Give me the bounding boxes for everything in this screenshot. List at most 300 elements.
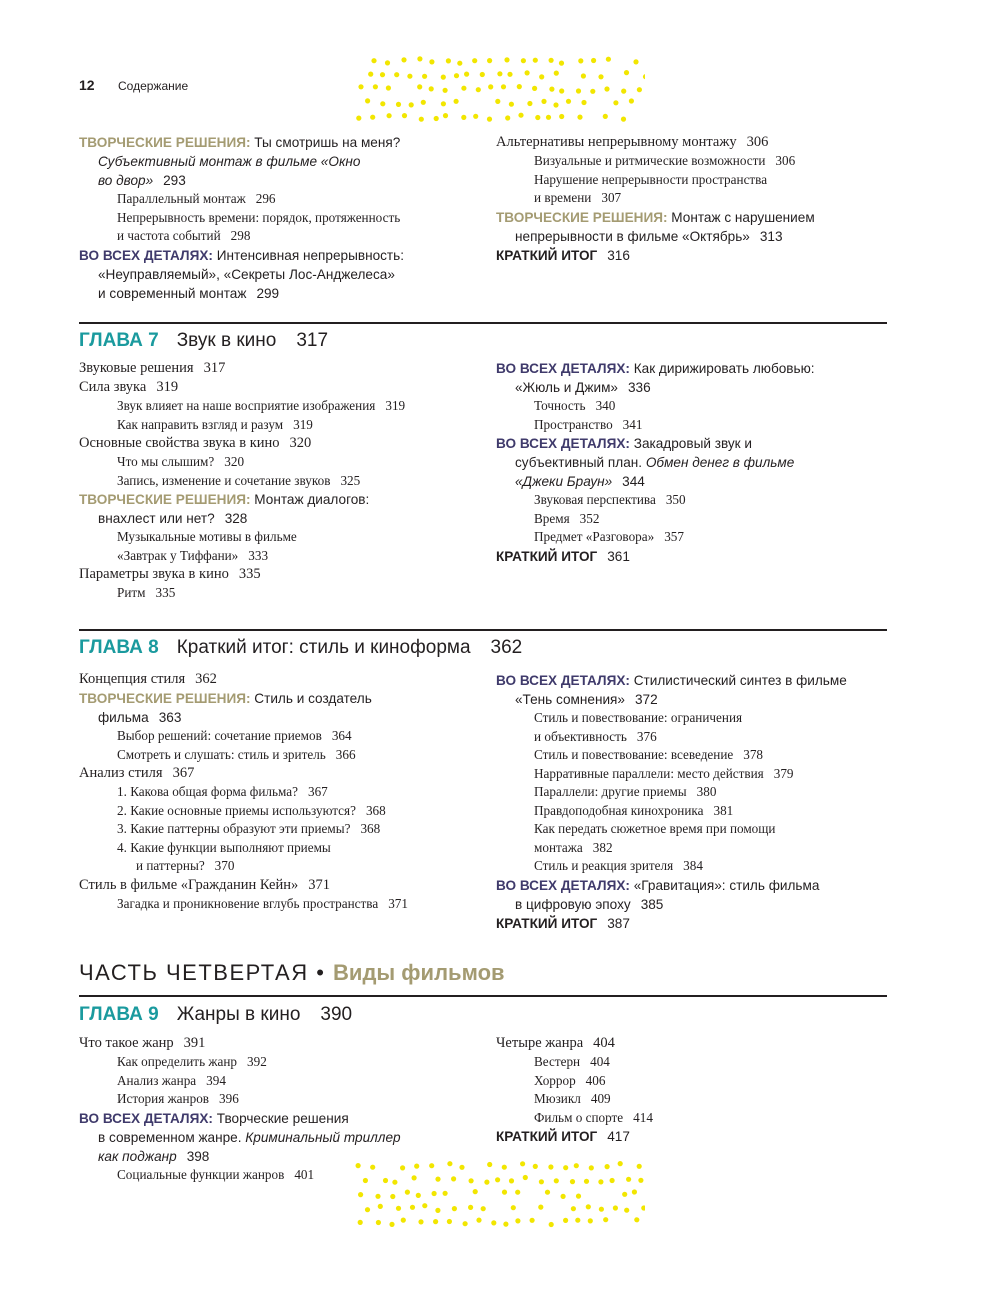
toc-feature-entry[interactable] xyxy=(79,133,479,190)
entry-text: Правдоподобная кинохроника xyxy=(534,802,704,818)
entry-text: Стиль и повествование: ограничения xyxy=(534,710,743,725)
decor-dot xyxy=(549,87,554,92)
toc-subentry[interactable] xyxy=(496,1109,896,1128)
decor-dot xyxy=(517,84,522,89)
page-ref: 417 xyxy=(607,1129,630,1144)
toc-feature-entry[interactable] xyxy=(496,208,896,246)
entry-text: Социальные функции жанров xyxy=(117,1166,285,1182)
decor-dot xyxy=(370,115,375,120)
toc-entry[interactable] xyxy=(79,434,479,453)
entry-text: Параллели: другие приемы xyxy=(534,784,687,799)
decor-dot xyxy=(507,72,512,77)
decor-dot xyxy=(618,1161,623,1166)
page-ref: 307 xyxy=(601,190,622,205)
toc-subentry[interactable] xyxy=(79,416,479,435)
chapter-label: ГЛАВА 9 xyxy=(79,1004,159,1025)
decor-dot xyxy=(402,113,407,118)
toc-feature-entry[interactable] xyxy=(496,434,896,491)
toc-subentry[interactable] xyxy=(79,783,479,802)
top-right-column xyxy=(496,133,896,265)
toc-subentry[interactable] xyxy=(496,510,896,529)
entry-text: Творческие решения xyxy=(216,1110,349,1126)
decor-dot xyxy=(548,1164,553,1169)
decor-dot xyxy=(410,1205,415,1210)
entry-text: Выбор решений: сочетание приемов xyxy=(117,728,322,743)
page-ref: 371 xyxy=(308,876,330,893)
decor-dot xyxy=(577,115,582,120)
decor-dot xyxy=(476,87,481,92)
entry-text: Субъективный монтаж в фильме «Окно xyxy=(98,154,361,169)
toc-subentry[interactable] xyxy=(496,746,896,765)
decor-dot xyxy=(563,1165,568,1170)
decor-dot xyxy=(590,89,595,94)
tr-label: ТВОРЧЕСКИЕ РЕШЕНИЯ: xyxy=(79,135,251,150)
entry-text: Звук влияет на наше восприятие изображения xyxy=(117,398,376,413)
decor-dot xyxy=(443,113,448,118)
decor-dot xyxy=(463,1221,468,1226)
toc-entry[interactable] xyxy=(79,378,479,397)
decor-dot xyxy=(487,1162,492,1167)
entry-text: как поджанр xyxy=(98,1148,177,1164)
decor-dot xyxy=(509,1178,514,1183)
toc-subentry[interactable] xyxy=(496,783,896,802)
page-ref: 404 xyxy=(590,1054,610,1069)
entry-text: Ритм xyxy=(117,585,146,600)
entry-text: и объективность xyxy=(534,728,627,744)
decor-dot xyxy=(624,1208,629,1213)
decor-dot xyxy=(509,102,514,107)
decor-dot xyxy=(533,58,538,63)
decor-dot xyxy=(535,115,540,120)
page-ref: 392 xyxy=(247,1054,267,1069)
decor-dot xyxy=(629,98,634,103)
page-ref: 401 xyxy=(294,1166,315,1182)
decor-dot xyxy=(539,74,544,79)
chapter-label: ГЛАВА 8 xyxy=(79,637,159,658)
toc-subentry[interactable] xyxy=(496,802,896,821)
page-ref: 317 xyxy=(203,360,226,376)
decor-dot xyxy=(464,72,469,77)
chapter-7-heading[interactable] xyxy=(79,330,328,352)
decor-dot xyxy=(503,1222,508,1227)
page-ref: 357 xyxy=(664,529,684,544)
entry-text: монтажа xyxy=(534,839,583,855)
decor-dot xyxy=(461,86,466,91)
entry-text: Хоррор xyxy=(534,1072,576,1088)
page-ref: 341 xyxy=(622,416,643,432)
entry-text: Стиль и создатель xyxy=(254,691,372,706)
toc-subentry[interactable] xyxy=(496,709,896,746)
toc-subentry[interactable] xyxy=(79,820,479,839)
decor-dot xyxy=(559,61,564,66)
toc-entry[interactable] xyxy=(79,565,479,584)
page-ref: 335 xyxy=(238,566,261,582)
entry-text: Альтернативы непрерывному монтажу xyxy=(496,134,737,150)
decor-dot xyxy=(626,1177,631,1182)
entry-text: Пространство xyxy=(534,416,613,432)
chapter-9-heading[interactable] xyxy=(79,1004,352,1026)
toc-subentry[interactable] xyxy=(496,820,896,857)
decor-dot xyxy=(634,1217,639,1222)
decor-dot xyxy=(421,100,426,105)
kt-label: КРАТКИЙ ИТОГ xyxy=(496,915,598,931)
entry-text: «Тень сомнения» xyxy=(515,692,625,707)
chapter-title: Краткий итог: стиль и киноформа xyxy=(176,637,471,658)
decor-dot xyxy=(511,1205,516,1210)
toc-subentry[interactable] xyxy=(79,453,479,472)
decor-dot xyxy=(484,1180,489,1185)
page-ref: 316 xyxy=(607,247,630,263)
entry-text: История жанров xyxy=(117,1091,210,1106)
decor-dot xyxy=(497,71,502,76)
decor-dot xyxy=(380,101,385,106)
entry-text: Нарративные параллели: место действия xyxy=(534,765,764,781)
entry-text: Как дирижировать любовью: xyxy=(633,361,815,376)
entry-text: Предмет «Разговора» xyxy=(534,529,655,544)
decor-dot xyxy=(396,1206,401,1211)
tr-label: ТВОРЧЕСКИЕ РЕШЕНИЯ: xyxy=(79,492,251,507)
page-ref: 362 xyxy=(490,637,523,658)
entry-text: внахлест или нет? xyxy=(98,511,215,526)
decor-dot xyxy=(549,58,554,63)
decor-dot xyxy=(574,1163,579,1168)
decor-dot xyxy=(518,113,523,118)
entry-text: Обмен денег в фильме xyxy=(645,455,795,470)
toc-subentry[interactable] xyxy=(496,1090,896,1109)
toc-subentry[interactable] xyxy=(496,416,896,435)
page-ref: 404 xyxy=(593,1035,615,1051)
tr-label: ТВОРЧЕСКИЕ РЕШЕНИЯ: xyxy=(496,209,668,225)
decor-dot xyxy=(502,1165,507,1170)
ch8-left-column xyxy=(79,670,479,913)
decor-dot xyxy=(495,1177,500,1182)
decor-dot xyxy=(504,57,509,62)
toc-subentry[interactable] xyxy=(79,802,479,821)
toc-subentry[interactable] xyxy=(79,584,479,603)
entry-text: «Неуправляемый», «Секреты Лос-Анджелеса» xyxy=(98,266,395,282)
decor-dot xyxy=(521,58,526,63)
entry-text: Визуальные и ритмические возможности xyxy=(534,153,766,168)
toc-entry[interactable] xyxy=(79,1034,479,1053)
page-ref: 319 xyxy=(156,379,179,395)
decor-dot xyxy=(586,1204,591,1209)
toc-entry[interactable] xyxy=(496,1034,896,1053)
decor-dot xyxy=(375,1194,380,1199)
toc-subentry[interactable] xyxy=(496,528,896,547)
entry-text: Стилистический синтез в фильме xyxy=(633,673,847,688)
decor-dot xyxy=(429,59,434,64)
decor-dot xyxy=(554,1178,559,1183)
toc-feature-entry[interactable] xyxy=(496,876,896,914)
decor-dot xyxy=(641,1205,645,1210)
toc-entry[interactable] xyxy=(79,876,479,895)
page-ref: 368 xyxy=(365,802,386,818)
decor-dot xyxy=(584,1179,589,1184)
toc-subentry[interactable] xyxy=(79,727,479,746)
entry-text: Четыре жанра xyxy=(496,1035,584,1051)
decor-dot xyxy=(387,113,392,118)
decor-dot xyxy=(576,88,581,93)
decor-dot xyxy=(561,1194,566,1199)
decor-dot xyxy=(378,1204,383,1209)
decor-dot xyxy=(371,58,376,63)
toc-subentry[interactable] xyxy=(496,1053,896,1072)
vd-label: ВО ВСЕХ ДЕТАЛЯХ: xyxy=(79,1110,213,1126)
ch9-right-column xyxy=(496,1034,896,1146)
decor-dot xyxy=(571,1206,576,1211)
ch7-right-column xyxy=(496,359,896,566)
entry-text: во двор» xyxy=(98,173,154,188)
page-ref: 368 xyxy=(360,821,381,836)
decor-dot xyxy=(606,57,611,62)
chapter-title: Звук в кино xyxy=(176,330,277,351)
page-ref: 372 xyxy=(634,692,658,707)
page-ref: 379 xyxy=(773,765,794,781)
decor-dot xyxy=(401,57,406,62)
decor-dot xyxy=(622,1192,627,1197)
toc-subentry[interactable] xyxy=(79,746,479,765)
part-4-heading[interactable] xyxy=(79,960,505,986)
decor-dot xyxy=(433,1219,438,1224)
decor-dot xyxy=(525,70,530,75)
toc-subentry[interactable] xyxy=(496,1072,896,1091)
toc-subentry[interactable] xyxy=(496,765,896,784)
decor-dot xyxy=(599,1207,604,1212)
decor-dot xyxy=(405,1190,410,1195)
page-ref: 409 xyxy=(590,1091,611,1106)
page-ref: 319 xyxy=(293,416,313,432)
toc-entry[interactable] xyxy=(79,764,479,783)
decor-dot xyxy=(591,58,596,63)
toc-summary-entry[interactable] xyxy=(496,246,896,265)
decor-dot xyxy=(419,117,424,122)
entry-text: Как определить жанр xyxy=(117,1054,237,1069)
decor-dot xyxy=(604,86,609,91)
page-ref: 370 xyxy=(214,858,235,873)
decor-dot xyxy=(394,72,399,77)
decor-dot xyxy=(570,1179,575,1184)
toc-subentry[interactable] xyxy=(496,152,896,171)
toc-entry[interactable] xyxy=(79,359,479,378)
decor-dot xyxy=(598,1179,603,1184)
decor-dot xyxy=(598,74,603,79)
kt-label: КРАТКИЙ ИТОГ xyxy=(496,548,598,564)
decor-dot xyxy=(488,84,493,89)
ch8-right-column xyxy=(496,671,896,933)
decor-dot xyxy=(443,1191,448,1196)
chapter-label: ГЛАВА 7 xyxy=(79,330,159,351)
decor-dot xyxy=(396,102,401,107)
page-ref: 335 xyxy=(155,585,176,600)
toc-subentry[interactable] xyxy=(496,857,896,876)
decor-dot xyxy=(643,74,645,79)
toc-subentry[interactable] xyxy=(79,1166,479,1185)
decor-dot xyxy=(539,1179,544,1184)
decor-dot xyxy=(356,116,361,121)
page-ref: 361 xyxy=(607,548,630,564)
entry-text: Ты смотришь на меня? xyxy=(254,135,401,150)
decor-dot xyxy=(472,58,477,63)
decor-dot xyxy=(487,117,492,122)
page-ref: 371 xyxy=(388,895,408,911)
page-ref: 320 xyxy=(289,435,312,451)
decor-dot xyxy=(418,1219,423,1224)
decor-dot xyxy=(416,1193,421,1198)
decor-dot xyxy=(422,1203,427,1208)
decor-dot xyxy=(553,102,558,107)
toc-subentry[interactable] xyxy=(79,397,479,416)
toc-feature-entry[interactable] xyxy=(79,246,479,303)
vd-label: ВО ВСЕХ ДЕТАЛЯХ: xyxy=(79,247,213,263)
decor-dot xyxy=(358,84,363,89)
toc-summary-entry[interactable] xyxy=(496,914,896,933)
decor-dot xyxy=(365,98,370,103)
entry-text: Параллельный монтаж xyxy=(117,191,246,206)
chapter-8-heading[interactable] xyxy=(79,637,522,659)
decor-dot xyxy=(401,1218,406,1223)
entry-text: и частота событий xyxy=(117,228,221,243)
entry-text: Фильм о спорте xyxy=(534,1109,624,1125)
toc-subentry[interactable] xyxy=(79,839,479,876)
entry-text: Вестерн xyxy=(534,1054,581,1069)
toc-subentry[interactable] xyxy=(496,491,896,510)
toc-subentry[interactable] xyxy=(79,472,479,491)
entry-text: Нарушение непрерывности пространства xyxy=(534,171,768,187)
toc-entry[interactable] xyxy=(79,670,479,689)
decor-dot xyxy=(476,1218,481,1223)
entry-text: Закадровый звук и xyxy=(633,436,752,451)
page-ref: 376 xyxy=(636,728,657,744)
toc-feature-entry[interactable] xyxy=(496,359,896,397)
toc-feature-entry[interactable] xyxy=(496,671,896,709)
decor-dot xyxy=(605,1164,610,1169)
decor-dot xyxy=(613,1205,618,1210)
entry-text: Интенсивная непрерывность: xyxy=(216,247,405,263)
top-dots-decoration xyxy=(355,55,645,127)
page-ref: 313 xyxy=(759,228,783,244)
page-ref: 381 xyxy=(713,802,734,818)
entry-text: Как направить взгляд и разум xyxy=(117,416,284,432)
toc-subentry[interactable] xyxy=(79,895,479,914)
toc-subentry[interactable] xyxy=(79,528,479,565)
decor-dot xyxy=(441,75,446,80)
page-ref: 382 xyxy=(592,839,613,855)
toc-subentry[interactable] xyxy=(79,190,479,209)
entry-text: 3. Какие паттерны образуют эти приемы? xyxy=(117,821,351,836)
decor-dot xyxy=(576,1194,581,1199)
entry-text: Непрерывность времени: порядок, протяженность xyxy=(117,209,401,225)
entry-text: Время xyxy=(534,510,570,526)
chapter-rule xyxy=(79,629,887,631)
decor-dot xyxy=(624,70,629,75)
page-ref: 328 xyxy=(224,511,248,526)
entry-text: субъективный план. xyxy=(515,455,643,470)
page-ref: 340 xyxy=(595,398,616,413)
page-ref: 293 xyxy=(163,173,186,188)
vd-label: ВО ВСЕХ ДЕТАЛЯХ: xyxy=(496,877,630,893)
toc-feature-entry[interactable] xyxy=(79,1109,479,1166)
toc-subentry[interactable] xyxy=(79,1053,479,1072)
decor-dot xyxy=(407,74,412,79)
page-ref: 319 xyxy=(385,398,406,413)
top-left-column xyxy=(79,133,479,303)
decor-dot xyxy=(515,1218,520,1223)
entry-text: Параметры звука в кино xyxy=(79,566,229,582)
page-ref: 384 xyxy=(683,858,703,873)
decor-dot xyxy=(638,1178,643,1183)
ch7-left-column xyxy=(79,359,479,603)
decor-dot xyxy=(487,58,492,63)
entry-text: Как передать сюжетное время при помощи xyxy=(534,821,776,836)
entry-text: Основные свойства звука в кино xyxy=(79,435,280,451)
decor-dot xyxy=(473,114,478,119)
entry-text: Концепция стиля xyxy=(79,671,186,687)
entry-text: «Жюль и Джим» xyxy=(515,380,618,395)
entry-text: Что такое жанр xyxy=(79,1035,174,1051)
toc-subentry[interactable] xyxy=(79,209,479,246)
decor-dot xyxy=(422,74,427,79)
page-ref: 363 xyxy=(158,710,182,725)
decor-dot xyxy=(380,72,385,77)
chapter-title: Жанры в кино xyxy=(176,1004,301,1025)
page-ref: 366 xyxy=(335,746,356,762)
toc-subentry[interactable] xyxy=(496,171,896,208)
toc-entry[interactable] xyxy=(496,133,896,152)
kt-label: КРАТКИЙ ИТОГ xyxy=(496,247,598,263)
toc-summary-entry[interactable] xyxy=(496,1127,896,1146)
toc-feature-entry[interactable] xyxy=(79,689,479,727)
toc-subentry[interactable] xyxy=(79,1072,479,1091)
page-number: 12 xyxy=(79,77,95,93)
decor-dot xyxy=(610,1178,615,1183)
entry-text: непрерывности в фильме «Октябрь» xyxy=(515,228,750,244)
page-ref: 317 xyxy=(296,330,329,351)
decor-dot xyxy=(417,56,422,61)
decor-dot xyxy=(578,58,583,63)
toc-summary-entry[interactable] xyxy=(496,547,896,566)
vd-label: ВО ВСЕХ ДЕТАЛЯХ: xyxy=(496,436,630,451)
decor-dot xyxy=(447,1219,452,1224)
toc-subentry[interactable] xyxy=(496,397,896,416)
decor-dot xyxy=(501,84,506,89)
page-ref: 325 xyxy=(340,472,361,488)
entry-text: в цифровую эпоху xyxy=(515,896,631,912)
decor-dot xyxy=(368,72,373,77)
decor-dot xyxy=(633,59,638,64)
decor-dot xyxy=(365,1207,370,1212)
decor-dot xyxy=(358,1192,363,1197)
decor-dot xyxy=(575,1218,580,1223)
decor-dot xyxy=(457,61,462,66)
entry-text: Запись, изменение и сочетание звуков xyxy=(117,472,331,488)
toc-subentry[interactable] xyxy=(79,1090,479,1109)
entry-text: Звуковая перспектива xyxy=(534,492,656,507)
vd-label: ВО ВСЕХ ДЕТАЛЯХ: xyxy=(496,361,630,376)
entry-text: «Завтрак у Тиффани» xyxy=(117,547,239,563)
toc-feature-entry[interactable] xyxy=(79,490,479,528)
page-ref: 333 xyxy=(248,547,269,563)
decor-dot xyxy=(435,1208,440,1213)
page-ref: 364 xyxy=(331,728,352,743)
entry-text: Монтаж диалогов: xyxy=(254,492,370,507)
decor-dot xyxy=(621,117,626,122)
entry-text: Анализ стиля xyxy=(79,765,163,781)
decor-dot xyxy=(502,1190,507,1195)
chapter-rule xyxy=(79,322,887,324)
decor-dot xyxy=(452,1206,457,1211)
entry-text: Что мы слышим? xyxy=(117,454,215,469)
entry-text: Анализ жанра xyxy=(117,1072,197,1088)
